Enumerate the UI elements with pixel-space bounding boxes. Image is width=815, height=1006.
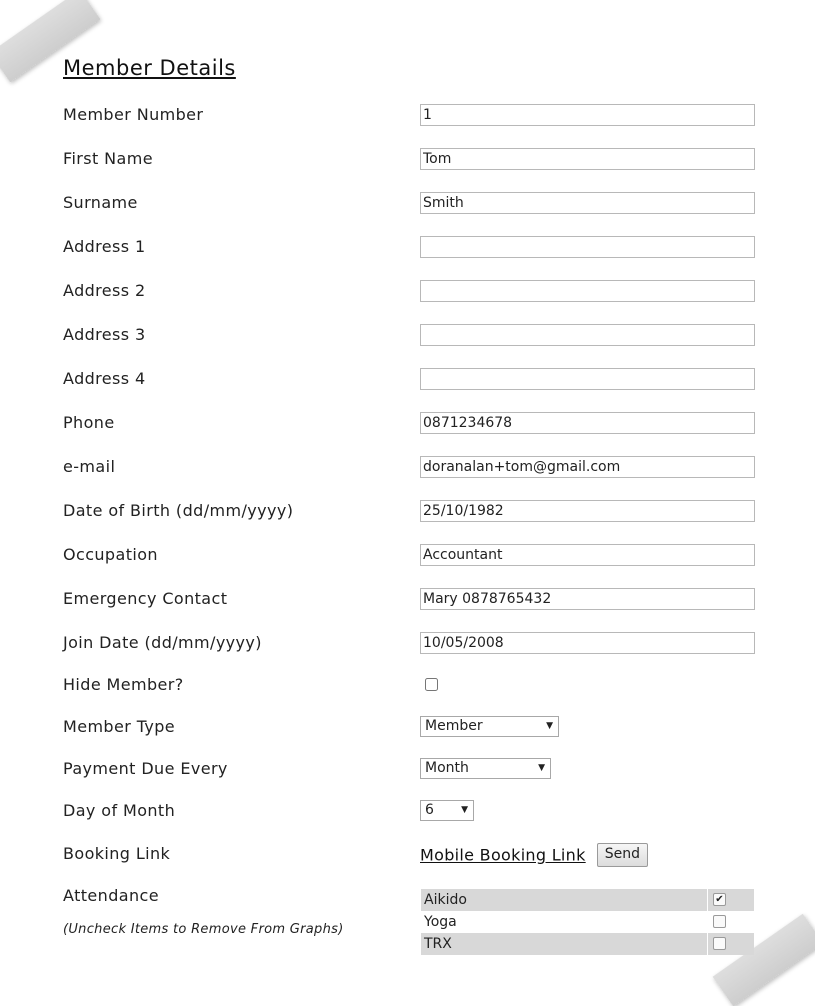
attendance-item	[421, 933, 754, 955]
address-2-input[interactable]	[420, 280, 755, 302]
first-name-label: First Name	[63, 149, 153, 168]
address-3-input[interactable]	[420, 324, 755, 346]
phone-input[interactable]	[420, 412, 755, 434]
address-1-label: Address 1	[63, 237, 146, 256]
hide-member-checkbox[interactable]	[425, 678, 438, 691]
attendance-item-checkbox[interactable]	[713, 893, 726, 906]
field-row-dob	[63, 500, 763, 524]
field-row-member-type	[63, 716, 763, 740]
attendance-list	[421, 889, 754, 961]
email-input[interactable]	[420, 456, 755, 478]
dob-label: Date of Birth (dd/mm/yyyy)	[63, 501, 294, 520]
day-of-month-label: Day of Month	[63, 801, 176, 820]
send-button[interactable]: Send	[597, 843, 648, 867]
field-row-member-number	[63, 104, 763, 128]
attendance-item-checkbox[interactable]	[713, 915, 726, 928]
field-row-emergency-contact	[63, 588, 763, 612]
attendance-item-name: TRX	[424, 936, 452, 952]
field-row-email	[63, 456, 763, 480]
join-date-label: Join Date (dd/mm/yyyy)	[63, 633, 262, 652]
field-row-hide-member	[63, 674, 763, 698]
occupation-label: Occupation	[63, 545, 158, 564]
payment-due-selected: Month	[425, 760, 469, 776]
field-row-surname	[63, 192, 763, 216]
field-row-address-2	[63, 280, 763, 304]
phone-label: Phone	[63, 413, 115, 432]
dob-input[interactable]	[420, 500, 755, 522]
attendance-item	[421, 911, 754, 933]
occupation-input[interactable]	[420, 544, 755, 566]
member-number-label: Member Number	[63, 105, 204, 124]
field-row-payment-due	[63, 758, 763, 782]
attendance-item-checkbox[interactable]	[713, 937, 726, 950]
hide-member-label: Hide Member?	[63, 675, 184, 694]
field-row-first-name	[63, 148, 763, 172]
payment-due-label: Payment Due Every	[63, 759, 228, 778]
field-row-phone	[63, 412, 763, 436]
chevron-down-icon: ▼	[461, 805, 468, 815]
address-3-label: Address 3	[63, 325, 146, 344]
day-of-month-selected: 6	[425, 802, 434, 818]
field-row-address-3	[63, 324, 763, 348]
attendance-item	[421, 889, 754, 911]
field-row-address-1	[63, 236, 763, 260]
field-row-occupation	[63, 544, 763, 568]
chevron-down-icon: ▼	[546, 721, 553, 731]
surname-input[interactable]	[420, 192, 755, 214]
member-type-select[interactable]	[420, 716, 559, 737]
checkmark-icon: ✔	[715, 894, 724, 905]
emergency-contact-input[interactable]	[420, 588, 755, 610]
emergency-contact-label: Emergency Contact	[63, 589, 228, 608]
field-row-booking-link	[63, 843, 763, 867]
surname-label: Surname	[63, 193, 138, 212]
first-name-input[interactable]	[420, 148, 755, 170]
chevron-down-icon: ▼	[538, 763, 545, 773]
payment-due-select[interactable]	[420, 758, 551, 779]
email-label: e-mail	[63, 457, 116, 476]
member-type-label: Member Type	[63, 717, 176, 736]
address-1-input[interactable]	[420, 236, 755, 258]
attendance-item-name: Yoga	[424, 914, 457, 930]
attendance-label: Attendance	[63, 886, 159, 905]
day-of-month-select[interactable]	[420, 800, 474, 821]
address-4-label: Address 4	[63, 369, 146, 388]
address-2-label: Address 2	[63, 281, 146, 300]
member-type-selected: Member	[425, 718, 483, 734]
mobile-booking-link[interactable]: Mobile Booking Link	[420, 845, 586, 865]
page-title: Member Details	[63, 56, 236, 80]
member-number-input[interactable]	[420, 104, 755, 126]
booking-link-label: Booking Link	[63, 844, 171, 863]
field-row-day-of-month	[63, 800, 763, 824]
attendance-note: (Uncheck Items to Remove From Graphs)	[63, 922, 344, 937]
attendance-item-name: Aikido	[424, 892, 467, 908]
address-4-input[interactable]	[420, 368, 755, 390]
field-row-address-4	[63, 368, 763, 392]
join-date-input[interactable]	[420, 632, 755, 654]
field-row-join-date	[63, 632, 763, 656]
